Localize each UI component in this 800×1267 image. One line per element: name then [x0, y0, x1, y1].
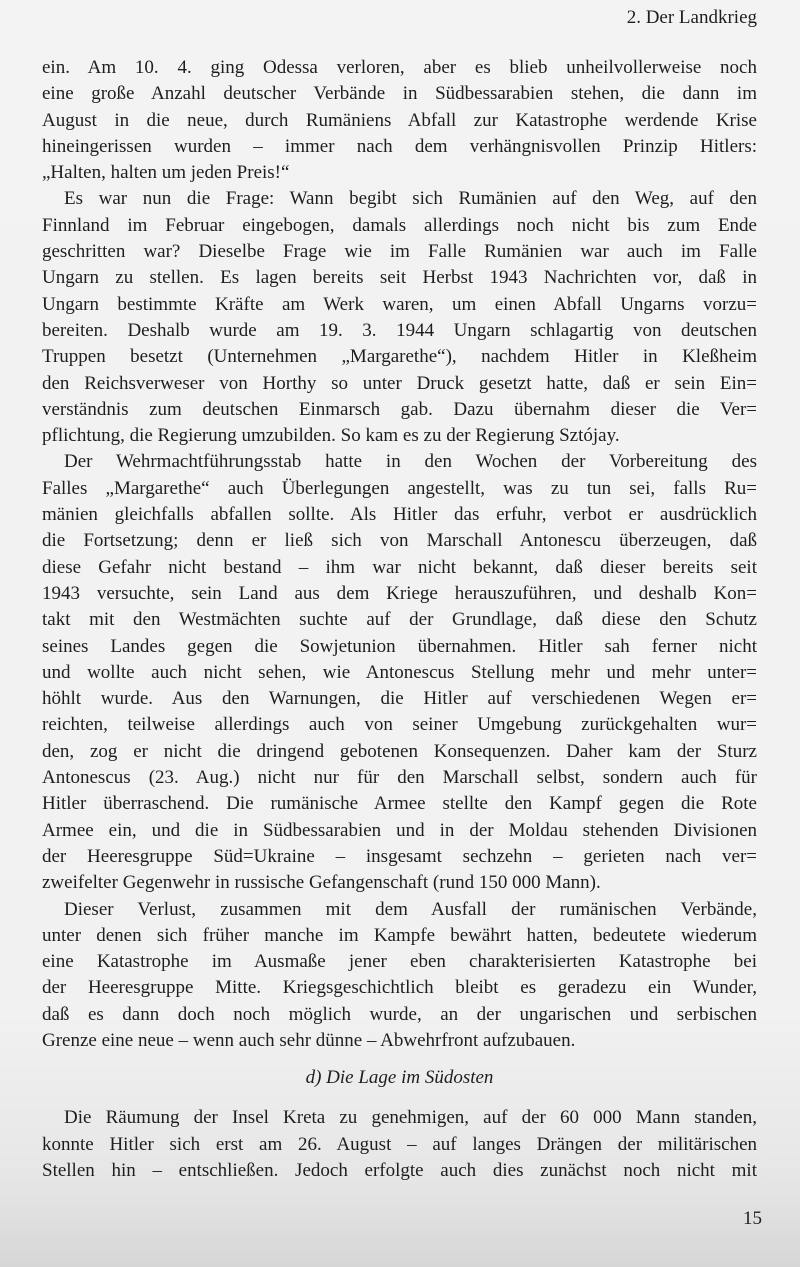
text-line: Ungarn bestimmte Kräfte am Werk waren, um einen Abfall Ungarns vorzu= — [42, 293, 757, 315]
paragraph — [42, 449, 757, 896]
paragraph — [42, 55, 757, 186]
text-line: pflichtung, die Regierung umzubilden. So kam es zu der Regierung Sztójay. — [42, 425, 620, 447]
text-line: mänien gleichfalls abfallen sollte. Als Hitler das erfuhr, verbot er ausdrücklich — [42, 504, 757, 526]
text-line: August in die neue, durch Rumäniens Abfall zur Katastrophe werdende Krise — [42, 109, 757, 131]
text-line: den Reichsverweser von Horthy so unter Druck gesetzt hatte, daß er sein Ein= — [42, 372, 757, 394]
text-line: verständnis zum deutschen Einmarsch gab. Dazu übernahm dieser die Ver= — [42, 398, 757, 420]
text-line: zweifelter Gegenwehr in russische Gefangenschaft (rund 150 000 Mann). — [42, 872, 601, 894]
section-heading: d) Die Lage im Südosten — [305, 1067, 494, 1089]
text-line: und wollte auch nicht sehen, wie Antonescus Stellung mehr und mehr unter= — [42, 661, 757, 683]
text-line: Stellen hin – entschließen. Jedoch erfolgte auch dies zunächst noch nicht mit — [42, 1159, 757, 1181]
page-number: 15 — [743, 1208, 762, 1229]
running-head: 2. Der Landkrieg — [626, 7, 757, 28]
text-line: der Heeresgruppe Süd=Ukraine – insgesamt sechzehn – gerieten nach ver= — [42, 845, 757, 867]
text-line: geschritten war? Dieselbe Frage wie im Falle Rumänien war auch im Falle — [42, 241, 757, 263]
text-line: der Heeresgruppe Mitte. Kriegsgeschichtlich bleibt es geradezu ein Wunder, — [42, 977, 757, 999]
text-line: konnte Hitler sich erst am 26. August – auf langes Drängen der militärischen — [42, 1133, 757, 1155]
text-line: eine große Anzahl deutscher Verbände in Südbessarabien stehen, die dann im — [42, 83, 757, 105]
text-line: 1943 versuchte, sein Land aus dem Kriege herauszuführen, und deshalb Kon= — [42, 582, 757, 604]
paragraph — [42, 1105, 757, 1184]
text-line: Dieser Verlust, zusammen mit dem Ausfall der rumänischen Verbände, — [64, 898, 757, 920]
text-line: ein. Am 10. 4. ging Odessa verloren, aber es blieb unheilvollerweise noch — [42, 57, 757, 78]
text-line: höhlt wurde. Aus den Warnungen, die Hitler auf verschiedenen Wegen er= — [42, 688, 757, 710]
paragraph — [42, 897, 757, 1055]
text-line: Falles „Margarethe“ auch Überlegungen angestellt, was zu tun sei, falls Ru= — [42, 477, 757, 499]
text-line: Hitler überraschend. Die rumänische Armee stellte den Kampf gegen die Rote — [42, 793, 757, 815]
text-line: diese Gefahr nicht bestand – ihm war nicht bekannt, daß dieser bereits seit — [42, 556, 757, 578]
text-line: Die Räumung der Insel Kreta zu genehmigen, auf der 60 000 Mann standen, — [64, 1107, 757, 1129]
text-line: Truppen besetzt (Unternehmen „Margarethe“), nachdem Hitler in Kleßheim — [42, 346, 757, 368]
paragraph — [42, 186, 757, 449]
text-line: Armee ein, und die in Südbessarabien und in der Moldau stehenden Divisionen — [42, 819, 757, 841]
text-line: seines Landes gegen die Sowjetunion übernahmen. Hitler sah ferner nicht — [42, 635, 757, 657]
text-line: hineingerissen wurden – immer nach dem verhängnisvollen Prinzip Hitlers: — [42, 135, 757, 157]
text-line: takt mit den Westmächten suchte auf der Grundlage, daß diese den Schutz — [42, 609, 757, 631]
text-line: Finnland im Februar eingebogen, damals allerdings noch nicht bis zum Ende — [42, 214, 757, 236]
text-line: „Halten, halten um jeden Preis!“ — [42, 162, 290, 184]
page-body — [42, 55, 757, 1184]
text-line: Grenze eine neue – wenn auch sehr dünne – Abwehrfront aufzubauen. — [42, 1029, 576, 1051]
text-line: Ungarn zu stellen. Es lagen bereits seit Herbst 1943 Nachrichten vor, daß in — [42, 267, 757, 289]
text-line: eine Katastrophe im Ausmaße jener eben charakterisierten Katastrophe bei — [42, 951, 757, 973]
text-line: Es war nun die Frage: Wann begibt sich Rumänien auf den Weg, auf den — [64, 188, 757, 210]
text-line: bereiten. Deshalb wurde am 19. 3. 1944 Ungarn schlagartig von deutschen — [42, 319, 757, 341]
text-line: unter denen sich früher manche im Kampfe bewährt hatten, bedeutete wiederum — [42, 924, 757, 946]
text-line: Antonescus (23. Aug.) nicht nur für den Marschall selbst, sondern auch für — [42, 767, 757, 789]
text-line: daß es dann doch noch möglich wurde, an der ungarischen und serbischen — [42, 1003, 757, 1025]
text-line: die Fortsetzung; denn er ließ sich von Marschall Antonescu überzeugen, daß — [42, 530, 757, 552]
text-line: den, zog er nicht die dringend gebotenen Konsequenzen. Daher kam der Sturz — [42, 740, 757, 762]
text-line: reichten, teilweise allerdings auch von seiner Umgebung zurückgehalten wur= — [42, 714, 757, 736]
text-line: Der Wehrmachtführungsstab hatte in den Wochen der Vorbereitung des — [64, 451, 757, 473]
